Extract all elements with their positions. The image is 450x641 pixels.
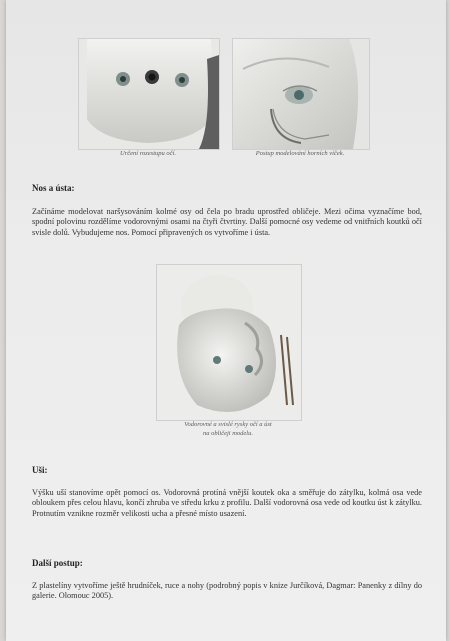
- caption-photo3-line1: Vodorovné a svislé rysky očí a úst: [184, 421, 272, 428]
- paragraph-usi: Výšku uší stanovíme opět pomocí os. Vodorovná protíná vnější koutek oka a směřuje do zátylku, kolmá osa vede obloukem přes celou hlavu, končí zhruba ve středu krku z profilu. Další vodorovná osa vede od koutku úst k zátylku. Protnutím vznikne rozměr velikosti ucha a přesné místo usazení.: [32, 488, 422, 518]
- face-profile-image: [233, 39, 369, 149]
- caption-photo2: Postup modelování horních víček.: [255, 150, 345, 157]
- paragraph-dalsi-postup: Z plastelíny vytvoříme ještě hrudníček, ruce a nohy (podrobný popis v knize Jurčíková, Dagmar: Panenky z dílny do galerie. Olomouc 2005).: [32, 581, 422, 601]
- document-page: [6, 0, 446, 641]
- heading-nos-usta: Nos a ústa:: [32, 183, 75, 193]
- heading-dalsi-postup: Další postup:: [32, 558, 83, 568]
- heading-usi: Uši:: [32, 465, 48, 475]
- paragraph-nos-usta: Začínáme modelovat naršysováním kolmé osy od čela po bradu uprostřed obličeje. Mezi očima vyznačíme bod, spodní polovinu rozdělíme vodorovnými osami na čtyři čtvrtiny. Další pomocné osy vedeme od vnitřních koutků očí svisle dolů. Vybudujeme nos. Pomocí připravených os vytvoříme i ústa.: [32, 207, 422, 237]
- caption-photo1: Určení rozestupu očí.: [120, 150, 176, 157]
- photo-eye-spacing: [78, 38, 220, 150]
- face-tilted-image: [157, 265, 301, 420]
- caption-photo3-line2: na obličeji modelu.: [202, 430, 253, 437]
- photo-eyelid-modelling: [232, 38, 370, 150]
- face-front-image: [79, 39, 219, 149]
- photo-face-lines: [156, 264, 302, 421]
